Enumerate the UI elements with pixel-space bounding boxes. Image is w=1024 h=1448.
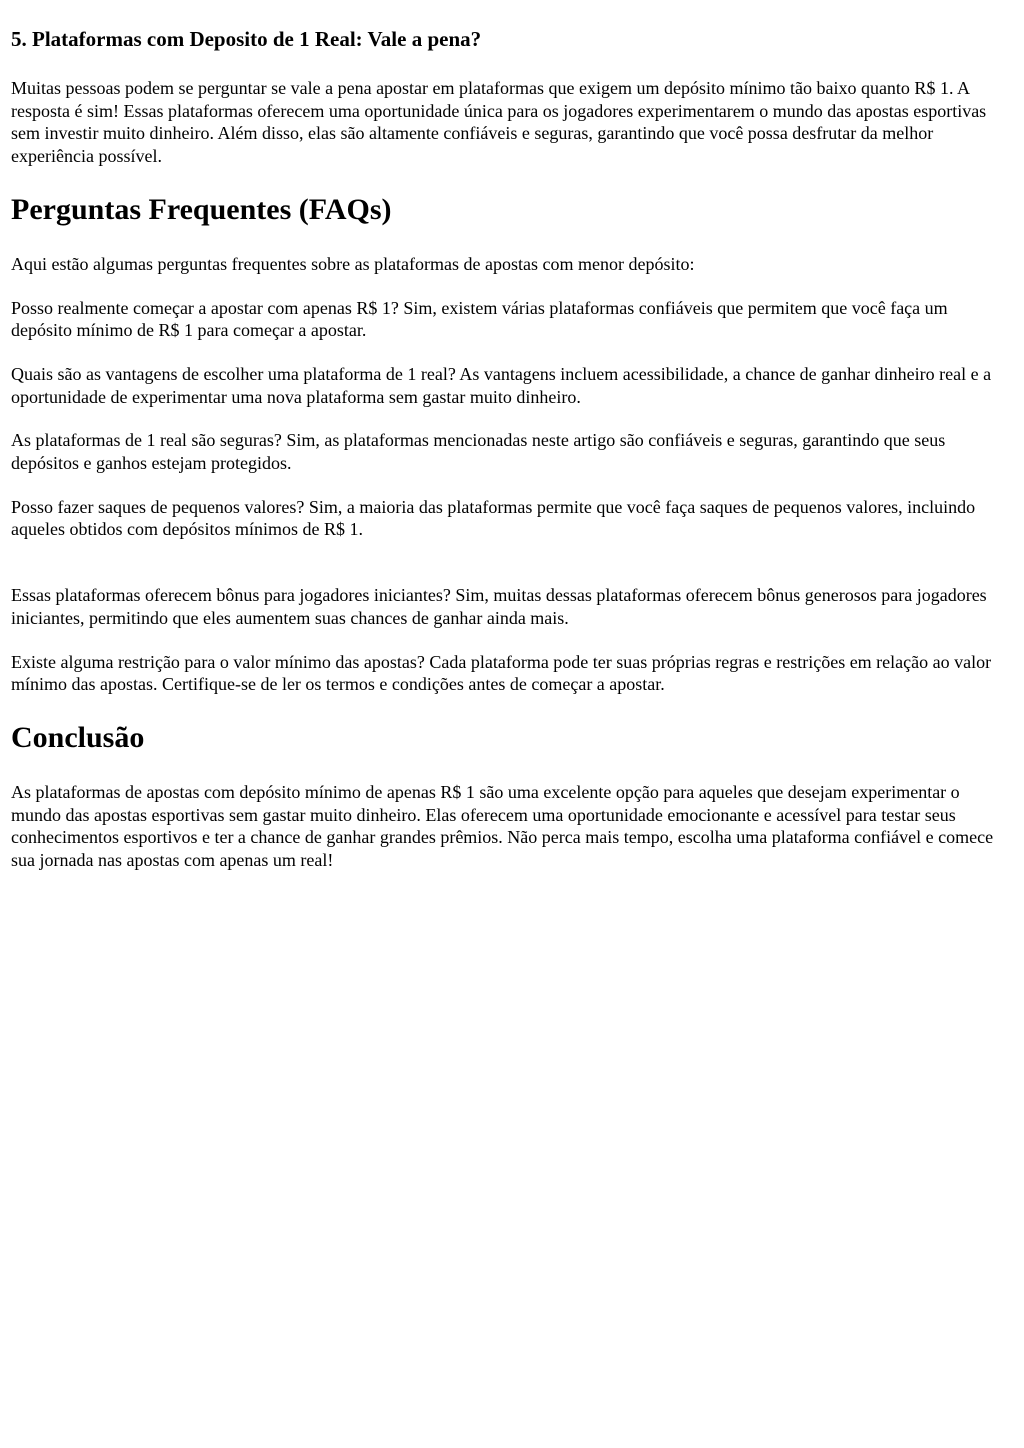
conclusion-heading: Conclusão (11, 720, 145, 754)
faq-item: Quais são as vantagens de escolher uma plataforma de 1 real? As vantagens incluem acessibilidade, a chance de ganhar dinheiro real e a oportunidade de experimentar uma nova plataforma sem gastar muito dinheiro. (11, 363, 992, 407)
faq-item: Existe alguma restrição para o valor mínimo das apostas? Cada plataforma pode ter suas próprias regras e restrições em relação ao valor mínimo das apostas. Certifique-se de ler os termos e condições antes de começar a apostar. (11, 651, 992, 695)
section-5-paragraph: Muitas pessoas podem se perguntar se vale a pena apostar em plataformas que exigem um depósito mínimo tão baixo quanto R$ 1. A resposta é sim! Essas plataformas oferecem uma oportunidade única para os jogadores experimentarem o mundo das apostas esportivas sem investir muito dinheiro. Além disso, elas são altamente confiáveis e seguras, garantindo que você possa desfrutar da melhor experiência possível. (11, 78, 987, 167)
section-5-heading: 5. Plataformas com Deposito de 1 Real: Vale a pena? (11, 27, 482, 51)
faq-item: Posso fazer saques de pequenos valores? Sim, a maioria das plataformas permite que você faça saques de pequenos valores, incluindo aqueles obtidos com depósitos mínimos de R$ 1. (11, 496, 976, 540)
faq-heading: Perguntas Frequentes (FAQs) (11, 192, 392, 226)
faq-item: Essas plataformas oferecem bônus para jogadores iniciantes? Sim, muitas dessas plataformas oferecem bônus generosos para jogadores iniciantes, permitindo que eles aumentem suas chances de ganhar ainda mais. (11, 585, 987, 628)
spacer (11, 562, 1013, 584)
conclusion-paragraph: As plataformas de apostas com depósito mínimo de apenas R$ 1 são uma excelente opção para aqueles que desejam experimentar o mundo das apostas esportivas sem gastar muito dinheiro. Elas oferecem uma oportunidade emocionante e acessível para testar seus conhecimentos esportivos e ter a chance de ganhar grandes prêmios. Não perca mais tempo, escolha uma plataforma confiável e comece sua jornada nas apostas com apenas um real! (11, 781, 994, 871)
faq-item: As plataformas de 1 real são seguras? Sim, as plataformas mencionadas neste artigo são confiáveis e seguras, garantindo que seus depósitos e ganhos estejam protegidos. (11, 430, 946, 474)
faq-item: Posso realmente começar a apostar com apenas R$ 1? Sim, existem várias plataformas confiáveis que permitem que você faça um depósito mínimo de R$ 1 para começar a apostar. (11, 297, 948, 341)
faq-intro: Aqui estão algumas perguntas frequentes sobre as plataformas de apostas com menor depósito: (11, 253, 695, 274)
